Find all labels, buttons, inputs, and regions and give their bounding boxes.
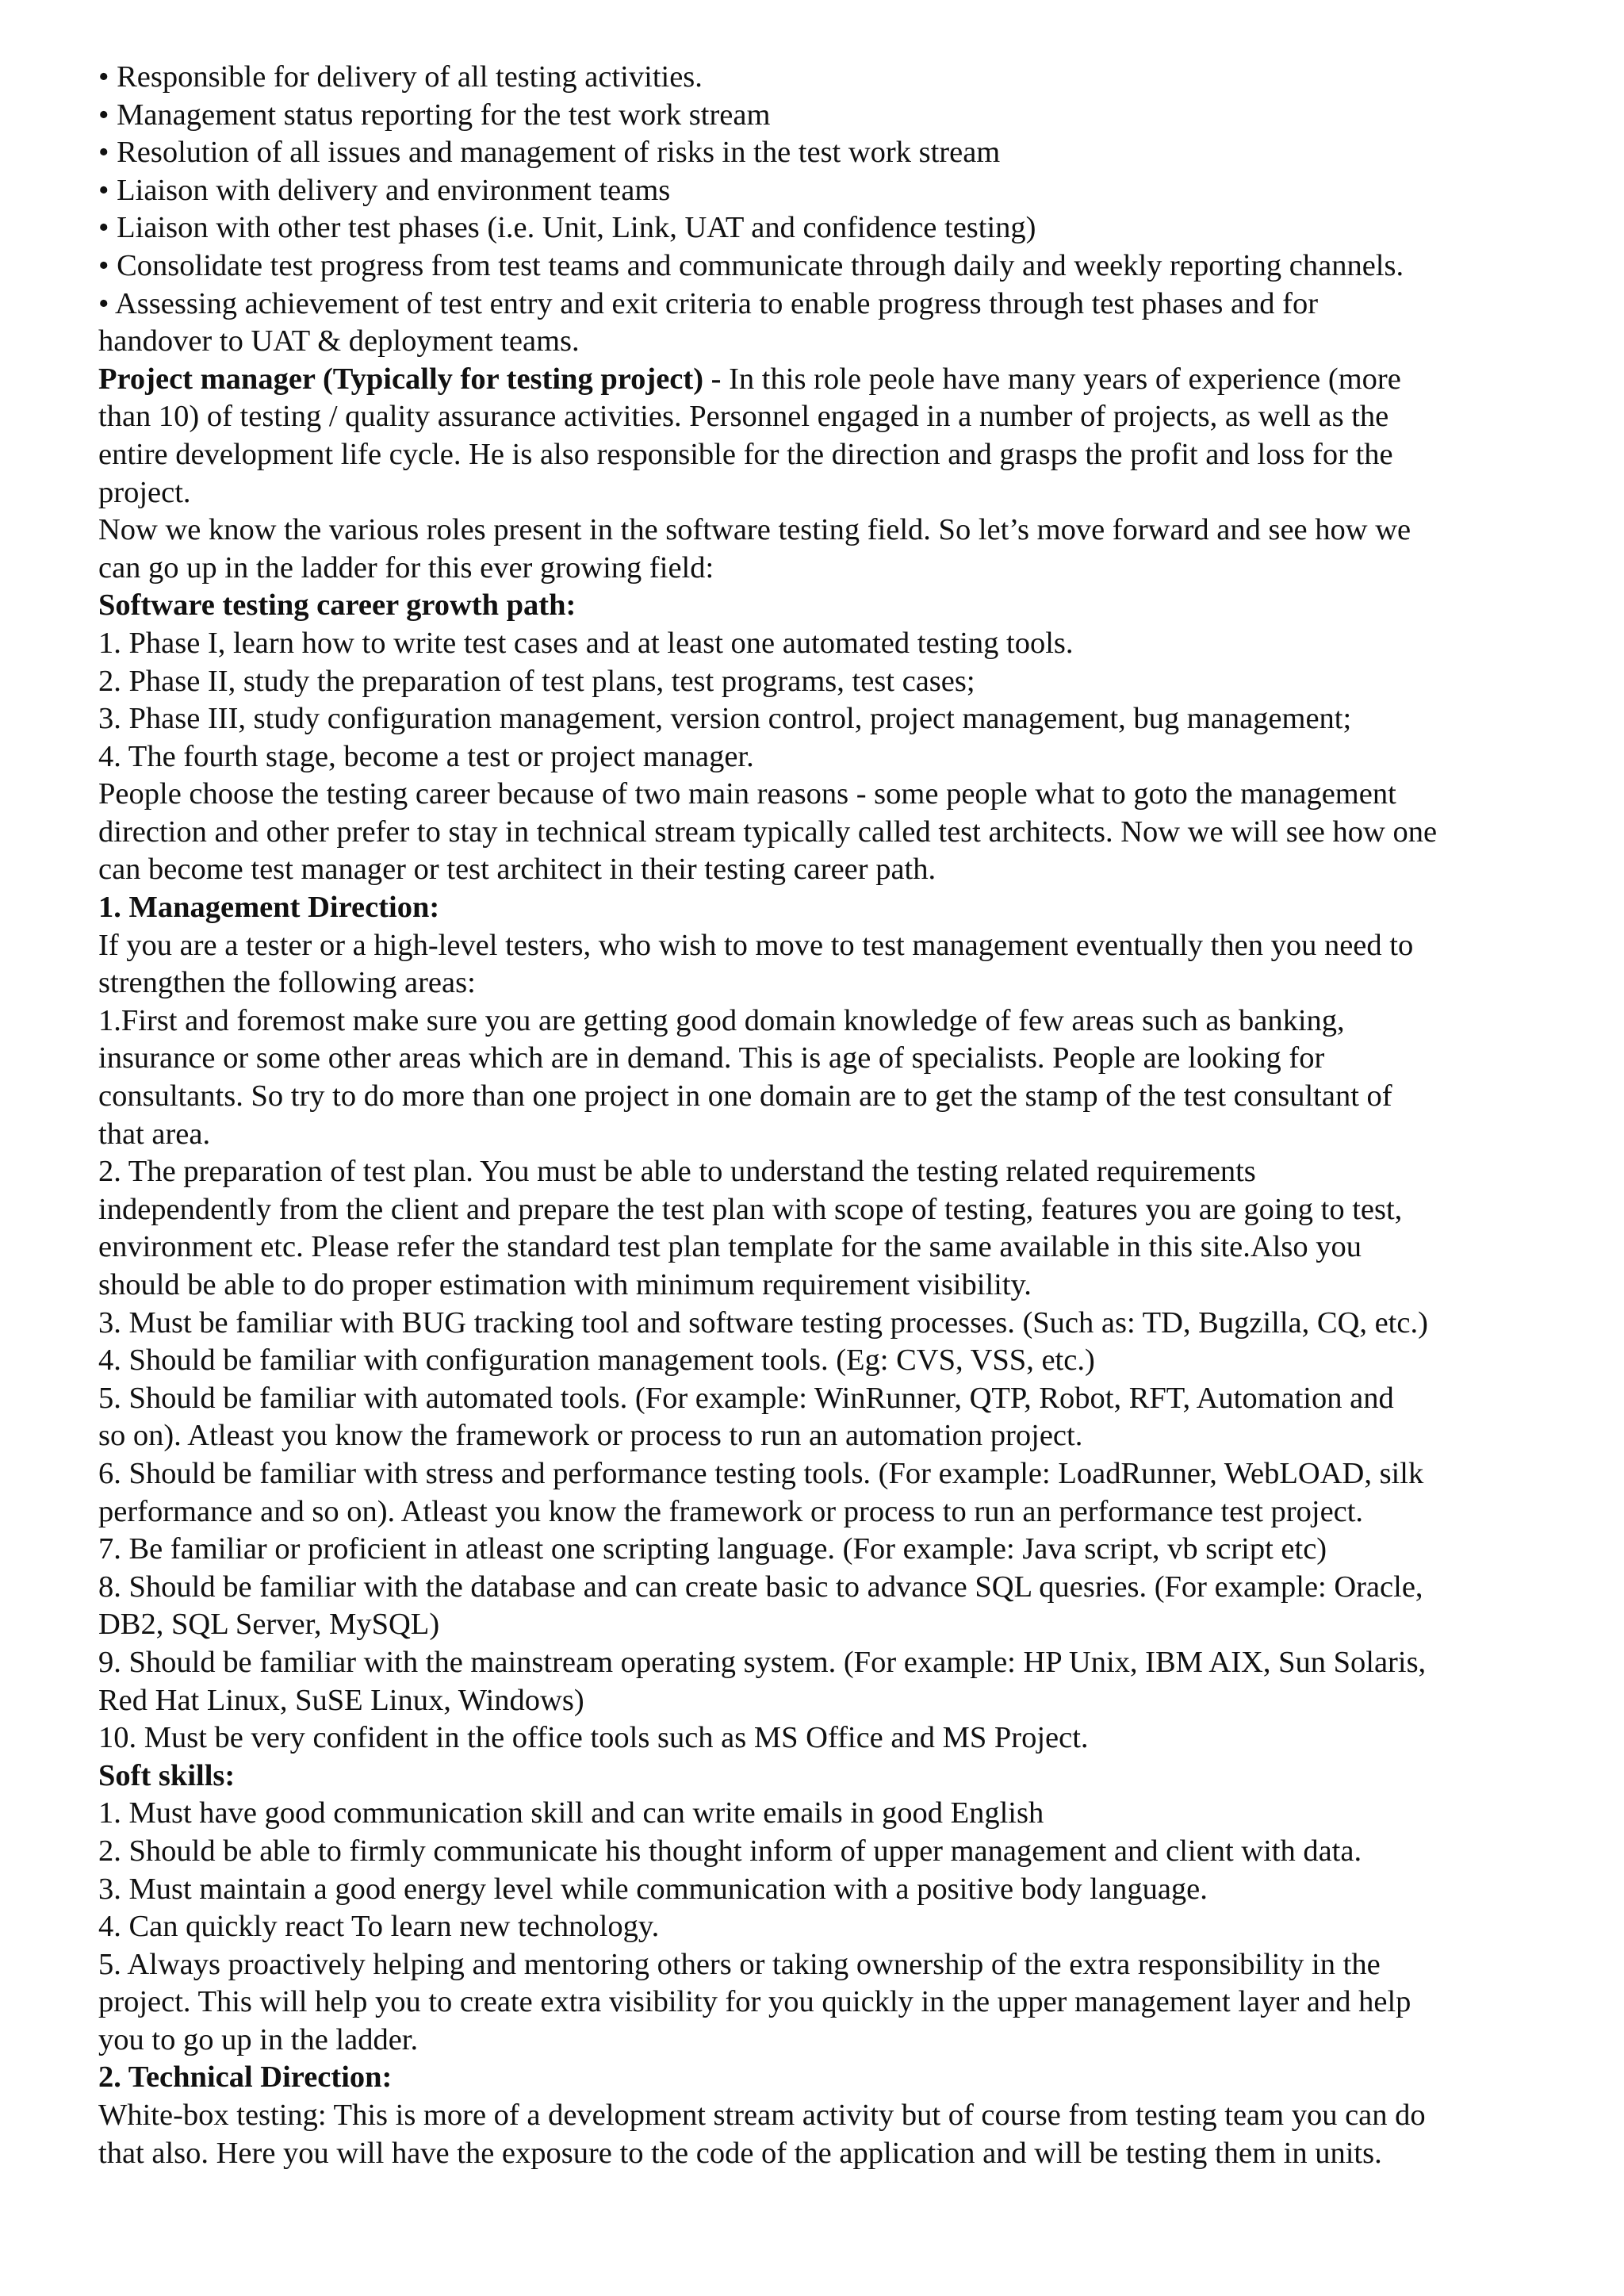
line-text: that area.: [98, 1117, 211, 1151]
line-text: strengthen the following areas:: [98, 966, 476, 1000]
line-text: 4. Can quickly react To learn new technology.: [98, 1910, 660, 1944]
text-line: [98, 2022, 1565, 2060]
text-line: [98, 700, 1565, 738]
bold-heading-text: Software testing career growth path:: [98, 588, 576, 623]
line-text: Now we know the various roles present in the software testing field. So let’s move forward and see how we: [98, 513, 1411, 547]
line-text: 9. Should be familiar with the mainstream operating system. (For example: HP Unix, IBM AIX, Sun Solaris,: [98, 1645, 1427, 1679]
line-text: 4. Should be familiar with configuration management tools. (Eg: CVS, VSS, etc.): [98, 1343, 1095, 1378]
line-text: 1. Must have good communication skill and can write emails in good English: [98, 1796, 1044, 1830]
line-text: Red Hat Linux, SuSE Linux, Windows): [98, 1683, 584, 1717]
text-line: [98, 814, 1565, 852]
line-text: 2. The preparation of test plan. You must be able to understand the testing related requirements: [98, 1155, 1256, 1189]
text-line: [98, 1984, 1565, 2022]
text-line: [98, 625, 1565, 663]
line-text: 3. Must maintain a good energy level while communication with a positive body language.: [98, 1872, 1208, 1906]
text-line: [98, 1078, 1565, 1116]
line-text: People choose the testing career because of two main reasons - some people what to goto the management: [98, 777, 1396, 811]
text-line: [98, 1380, 1565, 1418]
line-text: project.: [98, 475, 191, 509]
section-heading: [98, 587, 1565, 625]
text-line: [98, 512, 1565, 550]
section-heading: [98, 2059, 1565, 2097]
line-text: • Assessing achievement of test entry and exit criteria to enable progress through test phases and for: [98, 286, 1319, 320]
line-text: than 10) of testing / quality assurance activities. Personnel engaged in a number of projects, as well as the: [98, 400, 1389, 434]
text-line: [98, 97, 1565, 135]
text-line: [98, 1871, 1565, 1909]
section-heading: [98, 1757, 1565, 1796]
text-line: [98, 209, 1565, 247]
line-text: independently from the client and prepare the test plan with scope of testing, features you are going to test,: [98, 1192, 1403, 1226]
text-line: [98, 1228, 1565, 1267]
text-line: [98, 436, 1565, 474]
text-line: [98, 1342, 1565, 1380]
line-text: can become test manager or test architect in their testing career path.: [98, 853, 936, 887]
line-text: DB2, SQL Server, MySQL): [98, 1608, 440, 1642]
text-line: [98, 663, 1565, 701]
line-text: In this role peole have many years of experience (more: [729, 362, 1401, 396]
text-line: [98, 1795, 1565, 1833]
text-line: [98, 1417, 1565, 1455]
line-text: project. This will help you to create extra visibility for you quickly in the upper management layer and help: [98, 1985, 1411, 2019]
text-line: [98, 474, 1565, 512]
line-text: 5. Should be familiar with automated tools. (For example: WinRunner, QTP, Robot, RFT, Automation and: [98, 1381, 1394, 1415]
text-line: [98, 1908, 1565, 1946]
line-text: 3. Phase III, study configuration management, version control, project management, bug management;: [98, 702, 1352, 736]
text-line: [98, 1606, 1565, 1644]
line-text: • Responsible for delivery of all testing activities.: [98, 60, 703, 94]
text-line: [98, 1719, 1565, 1757]
text-line: [98, 1040, 1565, 1078]
document-page: [98, 59, 1565, 2172]
text-line: [98, 1116, 1565, 1154]
line-text: • Management status reporting for the test work stream: [98, 98, 771, 132]
bold-heading-text: Soft skills:: [98, 1758, 236, 1792]
text-line: [98, 1191, 1565, 1229]
line-text: consultants. So try to do more than one project in one domain are to get the stamp of the test consultant of: [98, 1079, 1392, 1114]
line-text: direction and other prefer to stay in technical stream typically called test architects. Now we will see how one: [98, 815, 1438, 849]
text-line: [98, 1455, 1565, 1493]
text-line: [98, 2135, 1565, 2173]
text-line: [98, 927, 1565, 965]
text-line: [98, 1531, 1565, 1569]
line-text: performance and so on). Atleast you know the framework or process to run an performance test project.: [98, 1494, 1364, 1528]
line-text: entire development life cycle. He is also responsible for the direction and grasps the profit and loss for the: [98, 437, 1393, 471]
line-text: White-box testing: This is more of a development stream activity but of course from testing team you can do: [98, 2099, 1426, 2133]
text-line: [98, 776, 1565, 814]
text-line: [98, 1267, 1565, 1305]
text-line: [98, 1153, 1565, 1191]
text-line: [98, 964, 1565, 1002]
line-text: • Consolidate test progress from test teams and communicate through daily and weekly reporting channels.: [98, 248, 1404, 282]
text-line: [98, 1493, 1565, 1531]
text-line: [98, 59, 1565, 97]
line-text: If you are a tester or a high-level testers, who wish to move to test management eventually then you need to: [98, 928, 1414, 962]
line-text: 6. Should be familiar with stress and performance testing tools. (For example: LoadRunner, WebLOAD, silk: [98, 1456, 1424, 1490]
text-line: [98, 851, 1565, 889]
line-text: 7. Be familiar or proficient in atleast one scripting language. (For example: Java script, vb script etc): [98, 1532, 1327, 1566]
line-text: 8. Should be familiar with the database and can create basic to advance SQL quesries. (For example: Oracle,: [98, 1570, 1423, 1604]
line-text: handover to UAT & deployment teams.: [98, 324, 580, 358]
text-line: [98, 172, 1565, 210]
text-line: [98, 1569, 1565, 1607]
section-heading: [98, 889, 1565, 927]
line-text: environment etc. Please refer the standard test plan template for the same available in this site.Also you: [98, 1230, 1362, 1264]
line-text: 2. Phase II, study the preparation of test plans, test programs, test cases;: [98, 664, 975, 698]
text-line: [98, 1833, 1565, 1871]
line-text: • Liaison with delivery and environment teams: [98, 173, 671, 207]
text-line: [98, 1002, 1565, 1041]
bold-heading-text: Project manager (Typically for testing project) -: [98, 362, 730, 396]
text-line: [98, 1682, 1565, 1720]
bold-heading-text: 1. Management Direction:: [98, 891, 440, 925]
text-line: [98, 247, 1565, 286]
line-text: that also. Here you will have the exposure to the code of the application and will be testing them in units.: [98, 2136, 1382, 2170]
text-line: [98, 398, 1565, 436]
line-text: 1.First and foremost make sure you are getting good domain knowledge of few areas such as banking,: [98, 1003, 1345, 1037]
line-text: 5. Always proactively helping and mentoring others or taking ownership of the extra responsibility in the: [98, 1947, 1381, 1981]
text-line: [98, 134, 1565, 172]
bold-heading-text: 2. Technical Direction:: [98, 2060, 393, 2095]
line-text: 1. Phase I, learn how to write test cases and at least one automated testing tools.: [98, 626, 1074, 660]
line-text: insurance or some other areas which are in demand. This is age of specialists. People are looking for: [98, 1041, 1325, 1075]
line-text: • Resolution of all issues and management of risks in the test work stream: [98, 136, 1001, 170]
line-text: 3. Must be familiar with BUG tracking tool and software testing processes. (Such as: TD, Bugzilla, CQ, etc.): [98, 1305, 1428, 1340]
line-text: • Liaison with other test phases (i.e. Unit, Link, UAT and confidence testing): [98, 211, 1036, 245]
line-text: so on). Atleast you know the framework or process to run an automation project.: [98, 1419, 1083, 1453]
text-line: [98, 323, 1565, 361]
line-text: 4. The fourth stage, become a test or project manager.: [98, 739, 754, 773]
text-line: [98, 738, 1565, 776]
text-line: [98, 1946, 1565, 1984]
line-text: can go up in the ladder for this ever growing field:: [98, 550, 714, 585]
text-line: [98, 1305, 1565, 1343]
line-text: you to go up in the ladder.: [98, 2022, 419, 2056]
text-line: [98, 550, 1565, 588]
text-line: [98, 1644, 1565, 1682]
line-text: 10. Must be very confident in the office tools such as MS Office and MS Project.: [98, 1721, 1089, 1755]
line-text: should be able to do proper estimation with minimum requirement visibility.: [98, 1268, 1032, 1301]
line-text: 2. Should be able to firmly communicate his thought inform of upper management and client with data.: [98, 1834, 1362, 1868]
text-line: [98, 361, 1565, 399]
text-line: [98, 286, 1565, 324]
text-line: [98, 2097, 1565, 2135]
